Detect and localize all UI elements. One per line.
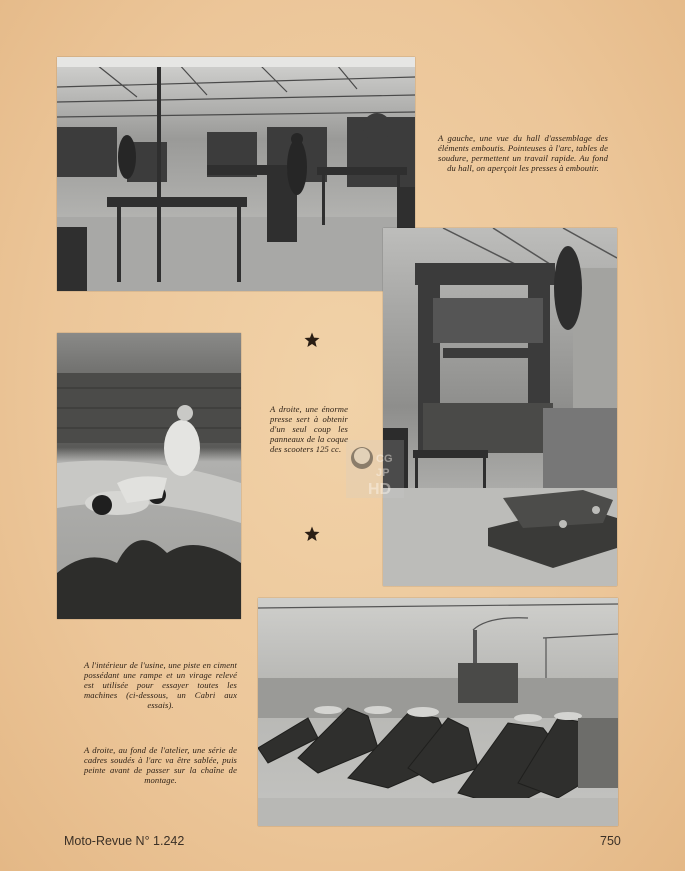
caption-press: A droite, une énorme presse sert à obtenir d'un seul coup les panneaux de la coque des scooters 125 cc. <box>270 404 348 454</box>
caption-assembly-hall: A gauche, une vue du hall d'assemblage des éléments emboutis. Pointeuses à l'arc, tables de soudure, permettent un travail rapide. Au fond du hall, on aperçoit les presses à emboutir. <box>438 133 608 173</box>
page-number: 750 <box>600 834 621 848</box>
svg-text:CG: CG <box>376 453 393 465</box>
caption-frames: A droite, au fond de l'atelier, une série de cadres soudés à l'arc va être sablée, puis peinte avant de passer sur la chaîne de montage. <box>84 745 237 785</box>
photo-assembly-hall <box>57 57 415 291</box>
star-ornament-top <box>304 332 320 348</box>
caption-test-track: A l'intérieur de l'usine, une piste en ciment possédant une rampe et un virage relevé est utilisée pour essayer toutes les machines (ci-dessous, un Cabri aux essais). <box>84 660 237 710</box>
star-ornament-bottom <box>304 526 320 542</box>
svg-text:JP: JP <box>376 467 390 479</box>
watermark-logo <box>346 440 404 498</box>
photo-test-track <box>57 333 241 619</box>
svg-text:HD: HD <box>368 481 392 498</box>
magazine-issue: Moto-Revue N° 1.242 <box>64 834 185 848</box>
photo-welded-frames <box>258 598 618 826</box>
photo-press <box>383 228 617 586</box>
